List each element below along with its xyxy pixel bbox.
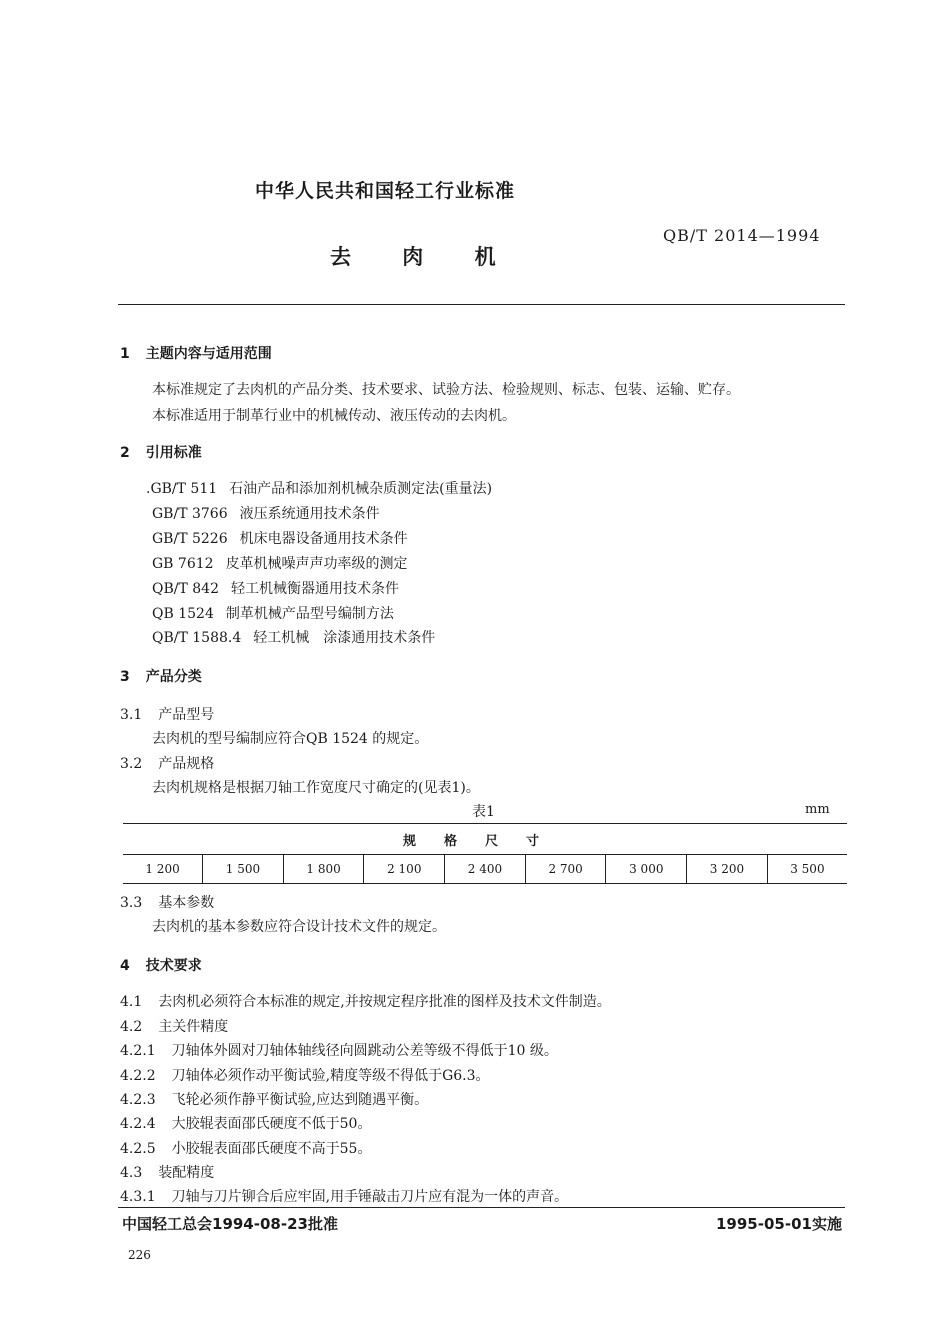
section-3-heading xyxy=(120,666,202,686)
section-3-1-heading xyxy=(120,704,214,724)
section-2-title: 引用标准 xyxy=(145,445,202,461)
reference-item xyxy=(146,478,492,498)
reference-title: 液压系统通用技术条件 xyxy=(239,506,380,522)
table-cell: 1 200 xyxy=(123,855,203,884)
section-3-1-text: 去肉机的型号编制应符合QB 1524 的规定。 xyxy=(152,731,429,747)
section-3-2-heading xyxy=(120,753,214,773)
spec-table xyxy=(123,823,847,884)
page-number: 226 xyxy=(128,1248,151,1262)
section-3-2-number: 3.2 xyxy=(120,756,143,772)
section-3-3-heading xyxy=(120,892,214,912)
table-cell: 3 000 xyxy=(606,855,687,884)
table-header: 规格尺寸 xyxy=(123,824,847,855)
clause-item xyxy=(120,1113,371,1133)
section-4-heading xyxy=(120,955,202,975)
reference-item xyxy=(152,603,394,623)
table-unit: mm xyxy=(805,802,830,817)
table-cell: 2 400 xyxy=(445,855,526,884)
reference-code: GB 7612 xyxy=(152,556,214,572)
table-cell: 3 200 xyxy=(687,855,768,884)
section-2-heading xyxy=(120,442,202,462)
document-code: QB/T 2014—1994 xyxy=(663,226,821,245)
reference-item xyxy=(152,627,435,647)
reference-code: QB/T 842 xyxy=(152,581,219,597)
section-1-paragraph-1: 本标准规定了去肉机的产品分类、技术要求、试验方法、检验规则、标志、包装、运输、贮存。 xyxy=(152,382,740,398)
clause-item xyxy=(120,1162,214,1182)
reference-title: 机床电器设备通用技术条件 xyxy=(239,531,408,547)
reference-code: GB/T 5226 xyxy=(152,531,228,547)
clause-item xyxy=(120,1186,568,1206)
approval-date: 中国轻工总会1994-08-23批准 xyxy=(122,1215,338,1233)
table-caption: 表1 xyxy=(472,804,495,820)
clause-number: 4.2.2 xyxy=(120,1068,156,1084)
clause-item xyxy=(120,1089,428,1109)
section-3-1-number: 3.1 xyxy=(120,707,143,723)
section-3-title: 产品分类 xyxy=(145,669,202,685)
table-cell: 1 800 xyxy=(283,855,364,884)
issuing-standard-title: 中华人民共和国轻工行业标准 xyxy=(255,180,516,202)
section-3-3-title: 基本参数 xyxy=(158,895,215,911)
clause-text: 刀轴体外圆对刀轴体轴线径向圆跳动公差等级不得低于10 级。 xyxy=(171,1043,558,1059)
reference-item xyxy=(152,578,399,598)
clause-number: 4.2.1 xyxy=(120,1043,156,1059)
reference-code: QB/T 1588.4 xyxy=(152,630,242,646)
reference-item xyxy=(152,503,380,523)
table-cell: 3 500 xyxy=(767,855,847,884)
section-2-number: 2 xyxy=(120,445,130,461)
reference-code: GB/T 3766 xyxy=(152,506,228,522)
section-3-3-number: 3.3 xyxy=(120,895,143,911)
clause-item xyxy=(120,991,611,1011)
table-row xyxy=(123,855,847,884)
clause-text: 小胶辊表面邵氏硬度不高于55。 xyxy=(171,1141,372,1157)
clause-item xyxy=(120,1016,228,1036)
clause-number: 4.2.3 xyxy=(120,1092,156,1108)
clause-text: 刀轴与刀片铆合后应牢固,用手锤敲击刀片应有混为一体的声音。 xyxy=(171,1189,569,1205)
section-3-3-text: 去肉机的基本参数应符合设计技术文件的规定。 xyxy=(152,919,446,935)
top-divider xyxy=(118,304,845,305)
clause-text: 主关件精度 xyxy=(158,1019,229,1035)
table-cell: 2 100 xyxy=(364,855,445,884)
clause-item xyxy=(120,1040,558,1060)
section-3-2-title: 产品规格 xyxy=(158,756,215,772)
reference-title: 制革机械产品型号编制方法 xyxy=(225,606,394,622)
reference-item xyxy=(152,553,408,573)
clause-item xyxy=(120,1065,490,1085)
table-cell: 1 500 xyxy=(203,855,284,884)
reference-title: 轻工机械 涂漆通用技术条件 xyxy=(253,630,436,646)
reference-title: 轻工机械衡器通用技术条件 xyxy=(231,581,399,597)
section-3-number: 3 xyxy=(120,669,130,685)
section-3-2-text: 去肉机规格是根据刀轴工作宽度尺寸确定的(见表1)。 xyxy=(152,780,480,796)
clause-number: 4.3.1 xyxy=(120,1189,156,1205)
clause-number: 4.2.5 xyxy=(120,1141,156,1157)
clause-number: 4.1 xyxy=(120,994,143,1010)
reference-title: 石油产品和添加剂机械杂质测定法(重量法) xyxy=(229,481,493,497)
reference-code: .GB/T 511 xyxy=(146,481,218,497)
clause-number: 4.2.4 xyxy=(120,1116,156,1132)
bottom-divider xyxy=(118,1207,845,1208)
reference-item xyxy=(152,528,408,548)
section-1-paragraph-2: 本标准适用于制革行业中的机械传动、液压传动的去肉机。 xyxy=(152,408,516,424)
section-1-title: 主题内容与适用范围 xyxy=(145,346,272,362)
section-1-heading xyxy=(120,343,272,363)
reference-code: QB 1524 xyxy=(152,606,214,622)
reference-title: 皮革机械噪声声功率级的测定 xyxy=(225,556,408,572)
effective-date: 1995-05-01实施 xyxy=(716,1215,842,1233)
clause-item xyxy=(120,1138,371,1158)
section-4-number: 4 xyxy=(120,958,130,974)
clause-text: 装配精度 xyxy=(158,1165,215,1181)
section-3-1-title: 产品型号 xyxy=(158,707,215,723)
clause-text: 去肉机必须符合本标准的规定,并按规定程序批准的图样及技术文件制造。 xyxy=(158,994,611,1010)
clause-text: 大胶辊表面邵氏硬度不低于50。 xyxy=(171,1116,372,1132)
table-cell: 2 700 xyxy=(525,855,606,884)
clause-text: 飞轮必须作静平衡试验,应达到随遇平衡。 xyxy=(171,1092,429,1108)
section-4-title: 技术要求 xyxy=(145,958,202,974)
document-title: 去 肉 机 xyxy=(330,245,518,269)
clause-number: 4.3 xyxy=(120,1165,143,1181)
section-1-number: 1 xyxy=(120,346,130,362)
clause-text: 刀轴体必须作动平衡试验,精度等级不得低于G6.3。 xyxy=(171,1068,490,1084)
clause-number: 4.2 xyxy=(120,1019,143,1035)
